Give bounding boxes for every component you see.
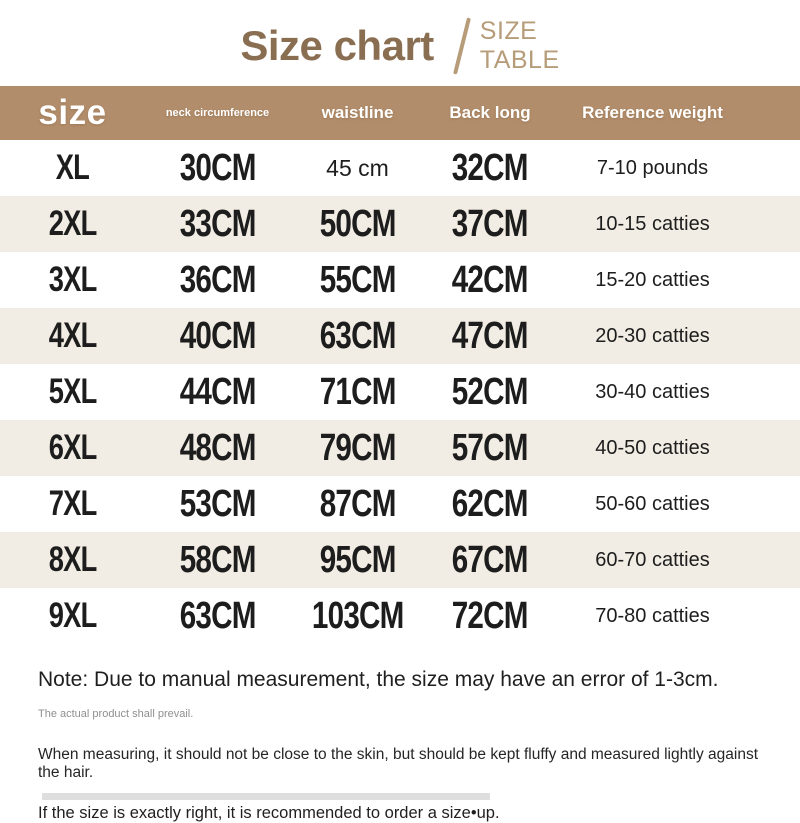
table-row-9xl: [0, 588, 800, 644]
cell-back: [425, 147, 555, 190]
cell-waist: [290, 483, 425, 526]
cell-size: [0, 148, 145, 188]
cell-back: [425, 371, 555, 414]
cell-back: [425, 427, 555, 470]
bottom-divider: [42, 793, 490, 800]
cell-neck: [145, 203, 290, 246]
cell-neck: [145, 483, 290, 526]
table-row-4xl: [0, 308, 800, 364]
page-title: Size chart: [240, 22, 434, 69]
cell-weight: 20-30 catties: [595, 324, 710, 347]
cell-back: [425, 315, 555, 358]
back-value: 32CM: [452, 146, 528, 189]
waist-value: 50CM: [319, 202, 396, 245]
cell-size: [0, 484, 145, 524]
cell-weight: 60-70 catties: [595, 548, 710, 571]
note-measuring-instructions: When measuring, it should not be close to the skin, but should be kept fluffy and measured lightly against the hair.: [38, 746, 759, 781]
back-value: 57CM: [452, 426, 528, 469]
neck-value: 63CM: [179, 594, 256, 637]
waist-value: 103CM: [311, 594, 404, 637]
note-measurement-error: Note: Due to manual measurement, the size may have an error of 1-3cm.: [38, 668, 719, 691]
waist-value: 79CM: [319, 426, 396, 469]
cell-back: [425, 203, 555, 246]
cell-waist: [290, 371, 425, 414]
col-header-reference-weight: Reference weight: [582, 103, 723, 122]
note-actual-product: The actual product shall prevail.: [38, 708, 194, 720]
cell-back: [425, 595, 555, 638]
back-value: 52CM: [452, 370, 528, 413]
slash-divider-icon: [453, 17, 471, 74]
size-value: XL: [55, 148, 90, 187]
neck-value: 36CM: [179, 258, 256, 301]
size-value: 2XL: [48, 204, 97, 243]
subtitle-line-2: TABLE: [479, 46, 560, 74]
back-value: 62CM: [452, 482, 528, 525]
cell-back: [425, 539, 555, 582]
size-value: 5XL: [48, 372, 97, 411]
note-size-up-recommendation: If the size is exactly right, it is recommended to order a size•up.: [38, 804, 500, 822]
waist-value: 63CM: [319, 314, 396, 357]
waist-value: 55CM: [319, 258, 396, 301]
subtitle-text: [480, 17, 560, 76]
page-subtitle: [460, 17, 560, 76]
cell-neck: [145, 315, 290, 358]
table-row-2xl: [0, 196, 800, 252]
page-header: [0, 0, 800, 86]
table-row-6xl: [0, 420, 800, 476]
neck-value: 58CM: [179, 538, 256, 581]
back-value: 37CM: [452, 202, 528, 245]
waist-value: 87CM: [319, 482, 396, 525]
table-row-xl: [0, 140, 800, 196]
cell-neck: [145, 371, 290, 414]
neck-value: 33CM: [179, 202, 256, 245]
cell-waist: [290, 315, 425, 358]
cell-size: [0, 260, 145, 300]
col-header-back-long: Back long: [449, 103, 531, 122]
cell-neck: [145, 147, 290, 190]
cell-waist: [290, 203, 425, 246]
col-header-neck-circumference: neck circumference: [165, 107, 270, 119]
neck-value: 30CM: [179, 146, 256, 189]
neck-value: 44CM: [179, 370, 256, 413]
size-value: 3XL: [48, 260, 97, 299]
neck-value: 48CM: [179, 426, 256, 469]
size-value: 4XL: [48, 316, 97, 355]
cell-size: [0, 540, 145, 580]
cell-back: [425, 483, 555, 526]
waist-value: 95CM: [319, 538, 396, 581]
cell-waist: [290, 595, 425, 638]
neck-value: 53CM: [179, 482, 256, 525]
cell-waist: 45 cm: [326, 154, 389, 181]
cell-neck: [145, 427, 290, 470]
size-table: [0, 86, 800, 644]
size-value: 9XL: [48, 596, 97, 635]
cell-weight: 10-15 catties: [595, 212, 710, 235]
size-value: 7XL: [48, 484, 97, 523]
table-row-7xl: [0, 476, 800, 532]
neck-value: 40CM: [179, 314, 256, 357]
cell-back: [425, 259, 555, 302]
cell-neck: [145, 595, 290, 638]
cell-size: [0, 596, 145, 636]
table-row-3xl: [0, 252, 800, 308]
cell-size: [0, 204, 145, 244]
col-header-waistline: waistline: [321, 103, 394, 122]
cell-size: [0, 372, 145, 412]
cell-weight: 40-50 catties: [595, 436, 710, 459]
back-value: 72CM: [452, 594, 528, 637]
cell-weight: 15-20 catties: [595, 268, 710, 291]
table-header-row: [0, 86, 800, 140]
cell-weight: 30-40 catties: [595, 380, 710, 403]
cell-waist: [290, 539, 425, 582]
back-value: 42CM: [452, 258, 528, 301]
cell-size: [0, 428, 145, 468]
size-value: 8XL: [48, 540, 97, 579]
cell-waist: [290, 427, 425, 470]
cell-size: [0, 316, 145, 356]
back-value: 47CM: [452, 314, 528, 357]
size-value: 6XL: [48, 428, 97, 467]
cell-waist: [290, 259, 425, 302]
cell-neck: [145, 259, 290, 302]
col-header-size: size: [38, 93, 107, 132]
table-row-5xl: [0, 364, 800, 420]
cell-weight: 50-60 catties: [595, 492, 710, 515]
waist-value: 71CM: [319, 370, 396, 413]
cell-neck: [145, 539, 290, 582]
cell-weight: 70-80 catties: [595, 604, 710, 627]
cell-weight: 7-10 pounds: [596, 156, 709, 179]
table-row-8xl: [0, 532, 800, 588]
subtitle-line-1: SIZE: [479, 16, 538, 45]
back-value: 67CM: [452, 538, 528, 581]
